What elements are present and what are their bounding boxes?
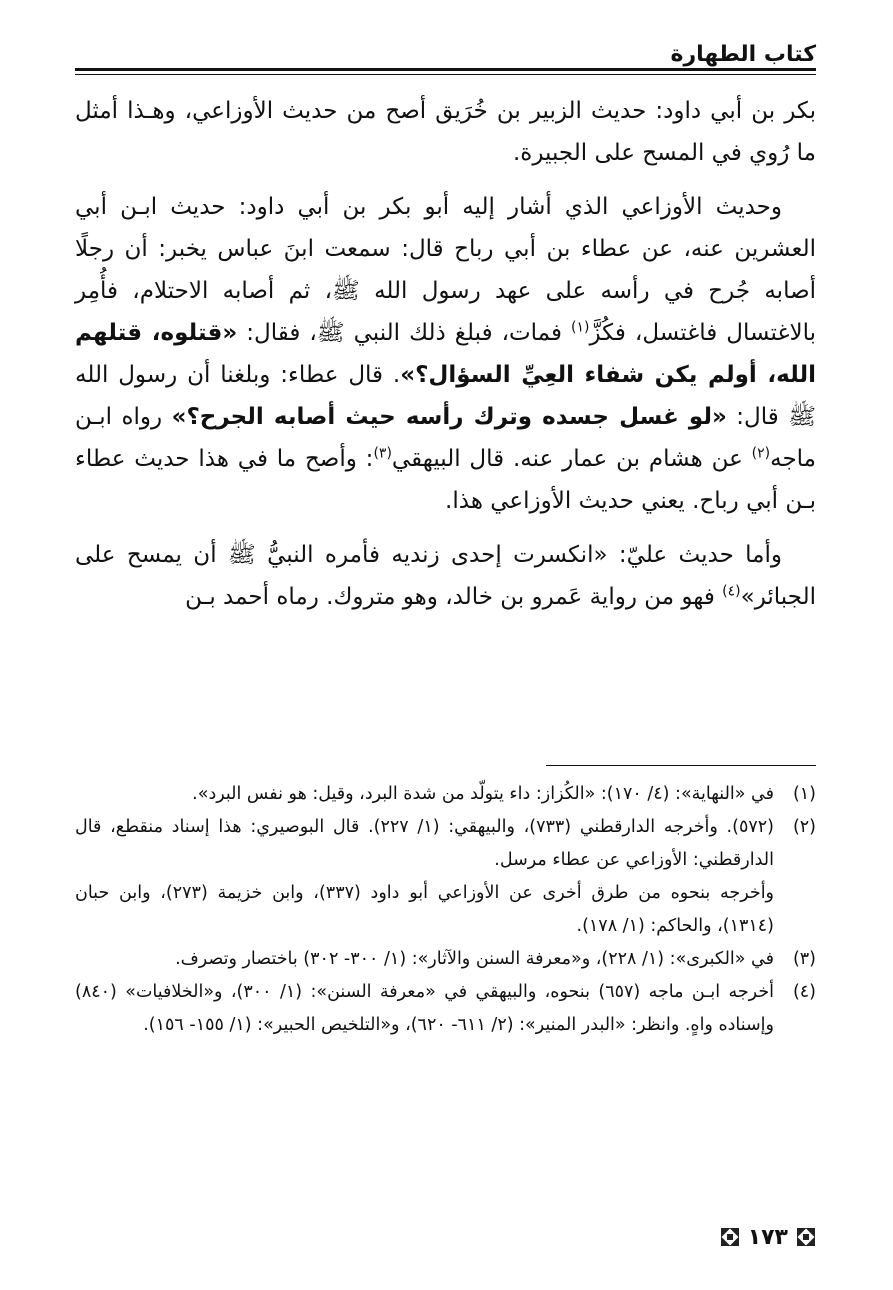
body-paragraph xyxy=(75,186,816,522)
footnote-ref[interactable]: (٣) xyxy=(373,445,392,462)
geometric-ornament-icon xyxy=(720,1227,740,1247)
footnote-number: (٢) xyxy=(792,817,816,837)
hadith-quote: «قتلوه، قتلهم الله، أولم يكن شفاء العِيِّ السؤال؟» xyxy=(75,320,816,388)
footnote xyxy=(75,811,816,943)
footnote xyxy=(75,943,816,976)
footnote-text: في «الكبرى»: (١/ ٢٢٨)، و«معرفة السنن والآثار»: (١/ ٣٠٠- ٣٠٢) باختصار وتصرف. xyxy=(175,949,774,969)
footnote-text: في «النهاية»: (٤/ ١٧٠): «الكُزاز: داء يتولّد من شدة البرد، وقيل: هو نفس البرد». xyxy=(192,784,774,804)
main-text xyxy=(75,90,816,618)
header-rule-thin xyxy=(75,74,816,75)
footnote-number: (٤) xyxy=(792,982,816,1002)
footnote xyxy=(75,976,816,1042)
page-number: ١٧٣ xyxy=(747,1224,788,1250)
header-rule-thick xyxy=(75,68,816,71)
geometric-ornament-icon xyxy=(796,1227,816,1247)
text-segment: وأما حديث عليّ: «انكسرت إحدى زنديه فأمره النبيُّ ﷺ أن يمسح على الجبائر» xyxy=(75,542,816,610)
footnote-separator xyxy=(546,765,816,766)
page-footer xyxy=(720,1225,816,1249)
text-segment: وحديث الأوزاعي الذي أشار إليه أبو بكر بن أبي داود: حديث ابـن أبي العشرين عنه، عن عطاء بن أبي رباح قال: سمعت ابنَ عباس يخبر: أن رجلًا أصابه جُرح في رأسه على عهد رسول الله ﷺ، ثم أصابه الاحتلام، فأُمِر بالاغتسال فاغتسل، فكُزَّ xyxy=(75,194,816,346)
hadith-quote: «لو غسل جسده وترك رأسه حيث أصابه الجرح؟» xyxy=(171,404,727,430)
footnote-ref[interactable]: (٤) xyxy=(722,583,741,600)
footnotes xyxy=(75,778,816,1042)
text-segment: فمات، فبلغ ذلك النبي ﷺ، فقال: xyxy=(237,320,572,346)
body-paragraph xyxy=(75,90,816,174)
footnote-ref[interactable]: (١) xyxy=(571,319,590,336)
text-segment: . قال عطاء: وبلغنا أن رسول الله ﷺ قال: xyxy=(75,362,816,430)
footnote-ref[interactable]: (٢) xyxy=(751,445,771,462)
footnote xyxy=(75,778,816,811)
chapter-title: كتاب الطهارة xyxy=(670,42,816,67)
footnote-text: وأخرجه بنحوه من طرق أخرى عن الأوزاعي أبو داود (٣٣٧)، وابن خزيمة (٢٧٣)، وابن حبان (١٣١٤)، والحاكم: (١/ ١٧٨). xyxy=(75,883,775,936)
footnote-text: (٥٧٢). وأخرجه الدارقطني (٧٣٣)، والبيهقي: (١/ ٢٢٧). قال البوصيري: هذا إسناد منقطع، قال الدارقطني: الأوزاعي عن عطاء مرسل. xyxy=(75,817,774,870)
body-paragraph xyxy=(75,534,816,618)
text-segment: عن هشام بن عمار عنه. قال البيهقي xyxy=(391,446,752,472)
page-header xyxy=(75,38,816,78)
text-segment: : وأصح ما في هذا حديث عطاء بـن أبي رباح. يعني حديث الأوزاعي هذا. xyxy=(75,446,816,514)
footnote-number: (١) xyxy=(792,784,816,804)
text-segment: بكر بن أبي داود: حديث الزبير بن خُرَيق أصح من حديث الأوزاعي، وهـذا أمثل ما رُوي في المسح على الجبيرة. xyxy=(75,98,816,166)
footnote-number: (٣) xyxy=(792,949,816,969)
footnote-text: أخرجه ابـن ماجه (٦٥٧) بنحوه، والبيهقي في «معرفة السنن»: (١/ ٣٠٠)، و«الخلافيات» (٨٤٠) وإسناده واهٍ. وانظر: «البدر المنير»: (٢/ ٦١١- ٦٢٠)، و«التلخيص الحبير»: (١/ ١٥٥- ١٥٦). xyxy=(75,982,775,1035)
text-segment: رواه ابـن ماجه xyxy=(75,404,817,472)
text-segment: فهو من رواية عَمرو بن خالد، وهو متروك. رماه أحمد بـن xyxy=(185,584,723,610)
